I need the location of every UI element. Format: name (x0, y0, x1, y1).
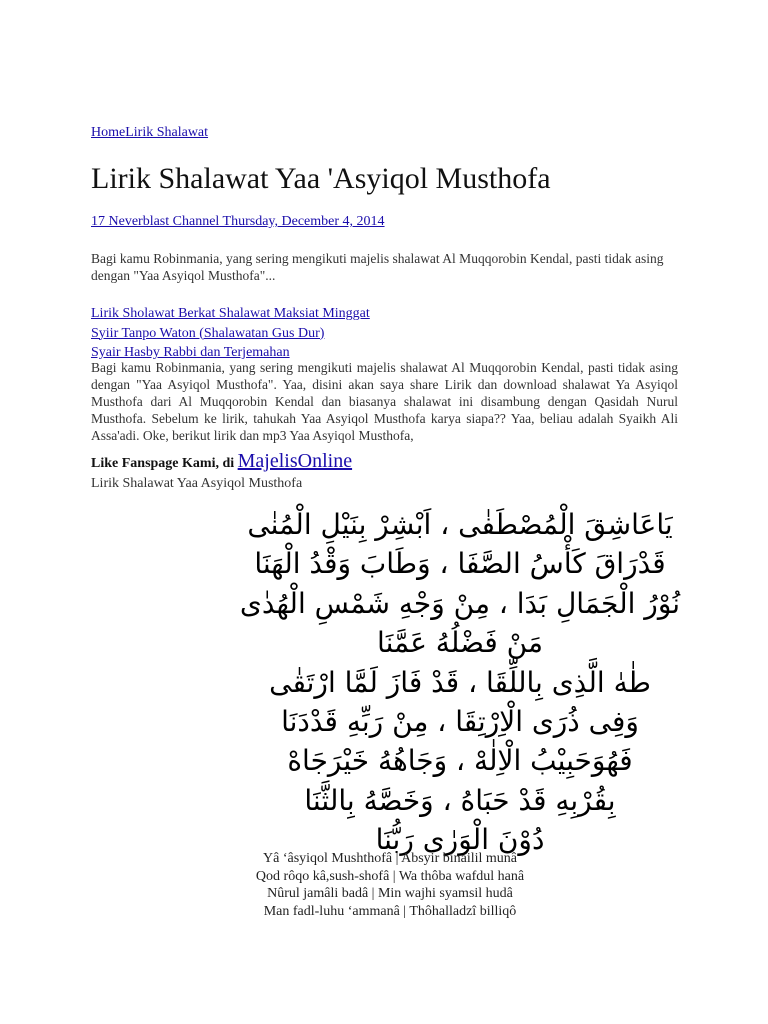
transliteration (200, 850, 580, 920)
related-links (91, 304, 678, 363)
arabic-lyrics (150, 505, 768, 860)
article-summary: Bagi kamu Robinmania, yang sering mengikuti majelis shalawat Al Muqqorobin Kendal, pasti tidak asing dengan "Yaa Asyiqol Musthofa"... (91, 251, 664, 283)
article-title: Lirik Shalawat Yaa 'Asyiqol Musthofa (91, 162, 551, 195)
breadcrumb (91, 125, 208, 141)
arabic-line: يَاعَاشِقَ الْمُصْطَفٰى ، اَبْشِرْ بِنَيْلِ الْمُنٰى (247, 508, 673, 541)
transliteration-line: Nûrul jamâli badâ | Min wajhi syamsil hudâ (267, 886, 513, 901)
arabic-line: قَدْرَاقَ كَأْسُ الصَّفَا ، وَطَابَ وَقْدُ الْهَنَا (254, 547, 666, 581)
transliteration-line: Qod rôqo kâ,sush-shofâ | Wa thôba wafdul hanâ (255, 868, 525, 884)
breadcrumb-category-link[interactable]: Lirik Shalawat (125, 125, 209, 140)
transliteration-line: Man fadl-luhu ‘ammanâ | Thôhalladzî billiqô (263, 903, 517, 919)
related-link[interactable]: Syiir Tanpo Waton (Shalawatan Gus Dur) (91, 325, 325, 341)
arabic-line: طٰهٰ الَّذِى بِاللِّقَا ، قَدْ فَازَ لَمَّا ارْتَقٰى (269, 665, 651, 699)
fanspage-line (91, 449, 352, 476)
article-body: Bagi kamu Robinmania, yang sering mengikuti majelis shalawat Al Muqqorobin Kendal, pasti tidak asing dengan "Yaa Asyiqol Musthofa". Yaa, disini akan saya share Lirik dan download shalawat Ya Asyiqol Musthofa dari Al Muqqorobin Kendal dan biasanya shalawat ini disambung dengan Qasidah Nurul Musthofa. Sebelum ke lirik, tahukah Yaa Asyiqol Musthofa karya siapa?? Yaa, beliau adalah Syaikh Ali Assa'adi. Oke, berikut lirik dan mp3 Yaa Asyiqol Musthofa, (91, 360, 678, 443)
arabic-line: نُوْرُ الْجَمَالِ بَدَا ، مِنْ وَجْهِ شَمْسِ الْهُدٰى (239, 586, 681, 620)
post-meta (91, 213, 385, 231)
arabic-line: دُوْنَ الْوَرٰى رَبُّنَا (375, 823, 545, 857)
arabic-line: بِقُرْبِهِ قَدْ حَبَاهُ ، وَخَصَّهُ بِالثَّنَا (304, 783, 616, 817)
arabic-line: وَفِى ذُرَى الْاِرْتِقَا ، مِنْ رَبِّهِ قَدْدَنَا (281, 705, 639, 739)
related-link[interactable]: Lirik Sholawat Berkat Shalawat Maksiat Minggat (91, 306, 370, 321)
fanspage-link[interactable]: MajelisOnline (237, 450, 353, 472)
post-meta-link[interactable]: 17 Neverblast Channel Thursday, December 4, 2014 (91, 214, 385, 229)
arabic-line: فَهُوَحَبِيْبُ الْاِلٰهْ ، وَجَاهُهُ خَيْرَجَاهْ (287, 744, 633, 778)
lyrics-title: Lirik Shalawat Yaa Asyiqol Musthofa (91, 476, 303, 491)
related-link[interactable]: Syair Hasby Rabbi dan Terjemahan (91, 345, 290, 360)
breadcrumb-home-link[interactable]: Home (91, 125, 126, 140)
fanspage-label: Like Fanspage Kami, di (91, 456, 235, 471)
transliteration-line: Yâ ‘âsyiqol Mushthofâ | Absyir binailil munâ (263, 851, 517, 866)
arabic-line: مَنْ فَضْلُهُ عَمَّنَا (377, 626, 543, 660)
